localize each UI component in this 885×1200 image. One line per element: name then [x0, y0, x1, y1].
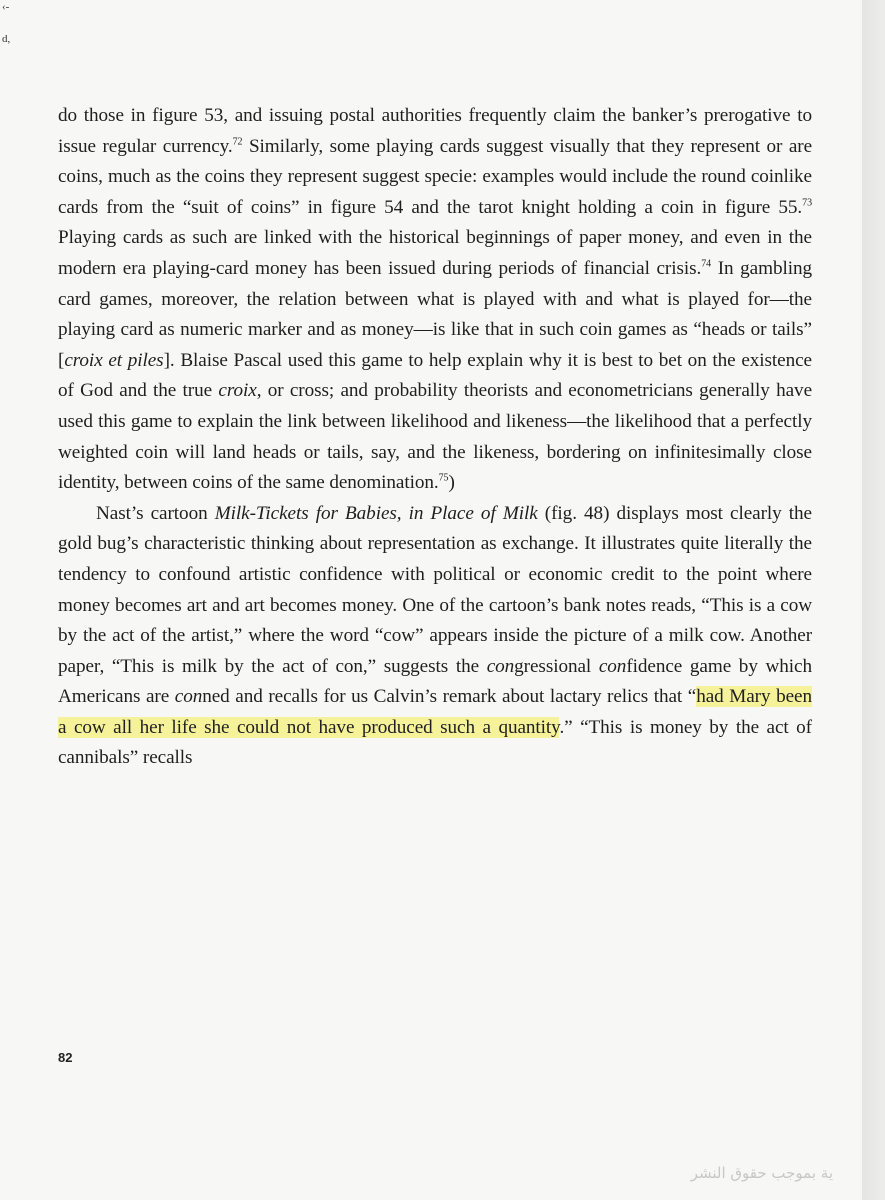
- paragraph: [58, 101, 812, 499]
- text-run: gressional: [514, 655, 599, 677]
- footnote-ref: 72: [232, 136, 243, 148]
- text-run: fidence game by which Americans are: [58, 655, 813, 708]
- page-number: 82: [58, 1050, 73, 1065]
- text-run: Nast’s cartoon: [96, 502, 215, 524]
- italic-text: con: [486, 655, 515, 677]
- text-run: , or cross; and probability theorists and econometricians generally have used this game to explain the link between likelihood and likeness—the likelihood that a perfectly weighted coin will land heads or tails, say, and the likeness, bordering on infinitesimally close identity, between coins of the same denomination.: [58, 380, 813, 494]
- text-run: In gambling card games, moreover, the relation between what is played with and what is played for—the playing card as numeric marker and as money—is like that in such coin games as “heads or tails” [: [58, 257, 812, 371]
- italic-text: croix et piles: [64, 349, 164, 371]
- highlighted-text: had Mary been a cow all her life she could not have produced such a quantity: [58, 686, 812, 738]
- body-text: [58, 101, 812, 774]
- italic-text: croix: [218, 380, 257, 402]
- copyright-watermark: ية بموجب حقوق النشر: [690, 1164, 833, 1182]
- corner-mark-bottom: d,: [2, 33, 11, 45]
- page-edge: [862, 0, 885, 1200]
- text-run: do those in figure 53, and issuing postal authorities frequently claim the banker’s prerogative to issue regular currency.: [58, 105, 812, 157]
- footnote-ref: 75: [438, 472, 449, 484]
- text-run: Playing cards as such are linked with the historical beginnings of paper money, and even in the modern era playing-card money has been issued during periods of financial crisis.: [58, 227, 812, 279]
- text-run: ned and recalls for us Calvin’s remark about lactary relics that “: [202, 686, 697, 708]
- corner-mark-top: ‹-: [2, 1, 10, 13]
- text-run: (fig. 48) displays most clearly the gold bug’s characteristic thinking about representation as exchange. It illustrates quite literally the tendency to confound artistic confidence with political or economic credit to the point where money becomes art and art becomes money. One of the cartoon’s bank notes reads, “This is a cow by the act of the artist,” where the word “cow” appears inside the picture of a milk cow. Another paper, “This is milk by the act of con,” suggests the: [58, 502, 812, 677]
- paragraph: [58, 499, 812, 774]
- italic-text: con: [598, 655, 627, 677]
- italic-text: Milk-Tickets for Babies, in Place of Milk: [214, 502, 538, 524]
- footnote-ref: 74: [701, 258, 712, 270]
- text-run: ): [448, 472, 455, 494]
- text-run: .” “This is money by the act of cannibals” recalls: [58, 716, 812, 769]
- text-run: ]. Blaise Pascal used this game to help explain why it is best to bet on the existence of God and the true: [58, 349, 812, 402]
- text-run: Similarly, some playing cards suggest visually that they represent or are coins, much as the coins they represent suggest specie: examples would include the round coinlike cards from the “suit of coins” in figure 54 and the tarot knight holding a coin in figure 55.: [58, 135, 812, 218]
- footnote-ref: 73: [802, 197, 812, 209]
- italic-text: con: [174, 686, 203, 708]
